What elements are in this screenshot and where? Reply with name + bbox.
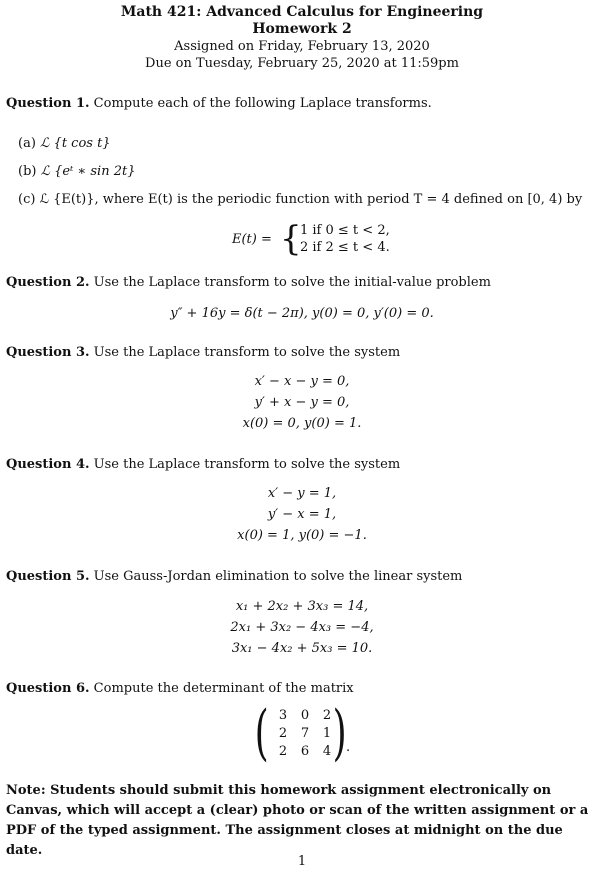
part-label: (b) bbox=[18, 164, 37, 179]
question-6-label: Question 6. bbox=[6, 681, 90, 696]
equation-line: y′ + x − y = 0, bbox=[254, 395, 350, 410]
part-label: (a) bbox=[18, 136, 36, 151]
equation-line: 3x₁ − 4x₂ + 5x₃ = 10. bbox=[231, 641, 373, 656]
part-expression: ℒ {eᵗ ∗ sin 2t} bbox=[40, 164, 136, 179]
equation-line: y′ − x = 1, bbox=[267, 507, 337, 522]
piecewise-row-2: 2 if 2 ≤ t < 4. bbox=[300, 240, 390, 255]
matrix-cell: 2 bbox=[322, 707, 332, 723]
matrix-cell: 3 bbox=[278, 707, 288, 723]
piecewise-brace: { bbox=[280, 219, 302, 259]
document-title: Math 421: Advanced Calculus for Engineering bbox=[120, 4, 484, 20]
question-2-text: Use the Laplace transform to solve the initial-value problem bbox=[93, 275, 491, 290]
question-3-label: Question 3. bbox=[6, 345, 90, 360]
question-3-system bbox=[0, 371, 604, 434]
question-2-equation: y″ + 16y = δ(t − 2π), y(0) = 0, y′(0) = 0. bbox=[170, 306, 434, 321]
question-4-text: Use the Laplace transform to solve the system bbox=[93, 457, 401, 472]
question-1-parts bbox=[18, 130, 598, 214]
piecewise-definition bbox=[0, 219, 604, 259]
matrix-cell: 1 bbox=[322, 725, 332, 741]
question-5 bbox=[6, 569, 598, 584]
page-number: 1 bbox=[297, 854, 307, 869]
matrix-cell: 4 bbox=[322, 743, 332, 759]
due-date: Due on Tuesday, February 25, 2020 at 11:59pm bbox=[145, 56, 459, 71]
part-expression: ℒ {t cos t} bbox=[40, 136, 111, 151]
matrix-row bbox=[272, 706, 338, 724]
matrix-cell: 6 bbox=[300, 743, 310, 759]
equation-line: x₁ + 2x₂ + 3x₃ = 14, bbox=[235, 599, 369, 614]
matrix-row bbox=[272, 724, 338, 742]
question-4 bbox=[6, 457, 598, 472]
question-5-label: Question 5. bbox=[6, 569, 90, 584]
piecewise-row-1: 1 if 0 ≤ t < 2, bbox=[300, 223, 390, 238]
piecewise-lhs: E(t) = bbox=[232, 232, 272, 247]
question-3 bbox=[6, 345, 598, 360]
question-6-text: Compute the determinant of the matrix bbox=[93, 681, 354, 696]
question-1-part-c bbox=[18, 186, 598, 214]
matrix-cell: 2 bbox=[278, 725, 288, 741]
submission-note: Note: Students should submit this homework assignment electronically on Canvas, which will accept a (clear) photo or scan of the written assignment or a PDF of the typed assignment. The assignment closes at midnight on the due date. bbox=[6, 783, 589, 858]
question-4-system bbox=[0, 483, 604, 546]
question-5-text: Use Gauss-Jordan elimination to solve the linear system bbox=[93, 569, 463, 584]
matrix-cell: 0 bbox=[300, 707, 310, 723]
matrix-cell: 2 bbox=[278, 743, 288, 759]
question-1-label: Question 1. bbox=[6, 96, 90, 111]
right-paren: ) bbox=[332, 698, 347, 768]
matrix-cell: 7 bbox=[300, 725, 310, 741]
left-paren: ( bbox=[254, 698, 269, 768]
question-3-text: Use the Laplace transform to solve the system bbox=[93, 345, 401, 360]
question-1-part-b bbox=[18, 158, 598, 186]
part-expression: ℒ {E(t)}, where E(t) is the periodic function with period T = 4 defined on [0, 4) by bbox=[39, 192, 583, 207]
matrix-row bbox=[272, 742, 338, 760]
part-label: (c) bbox=[18, 192, 36, 207]
equation-line: x(0) = 1, y(0) = −1. bbox=[237, 528, 367, 543]
equation-line: 2x₁ + 3x₂ − 4x₃ = −4, bbox=[230, 620, 374, 635]
matrix-entries bbox=[272, 706, 338, 760]
question-1-part-a bbox=[18, 130, 598, 158]
equation-line: x(0) = 0, y(0) = 1. bbox=[242, 416, 362, 431]
matrix-period: . bbox=[346, 740, 351, 755]
question-5-system bbox=[0, 596, 604, 659]
question-2 bbox=[6, 275, 598, 290]
question-4-label: Question 4. bbox=[6, 457, 90, 472]
question-2-label: Question 2. bbox=[6, 275, 90, 290]
question-1 bbox=[6, 96, 598, 111]
document-subtitle: Homework 2 bbox=[252, 21, 352, 37]
question-6 bbox=[6, 681, 598, 696]
equation-line: x′ − x − y = 0, bbox=[254, 374, 350, 389]
header bbox=[0, 4, 604, 72]
equation-line: x′ − y = 1, bbox=[267, 486, 337, 501]
assigned-date: Assigned on Friday, February 13, 2020 bbox=[174, 39, 430, 54]
matrix bbox=[254, 698, 356, 768]
question-1-text: Compute each of the following Laplace transforms. bbox=[93, 96, 432, 111]
